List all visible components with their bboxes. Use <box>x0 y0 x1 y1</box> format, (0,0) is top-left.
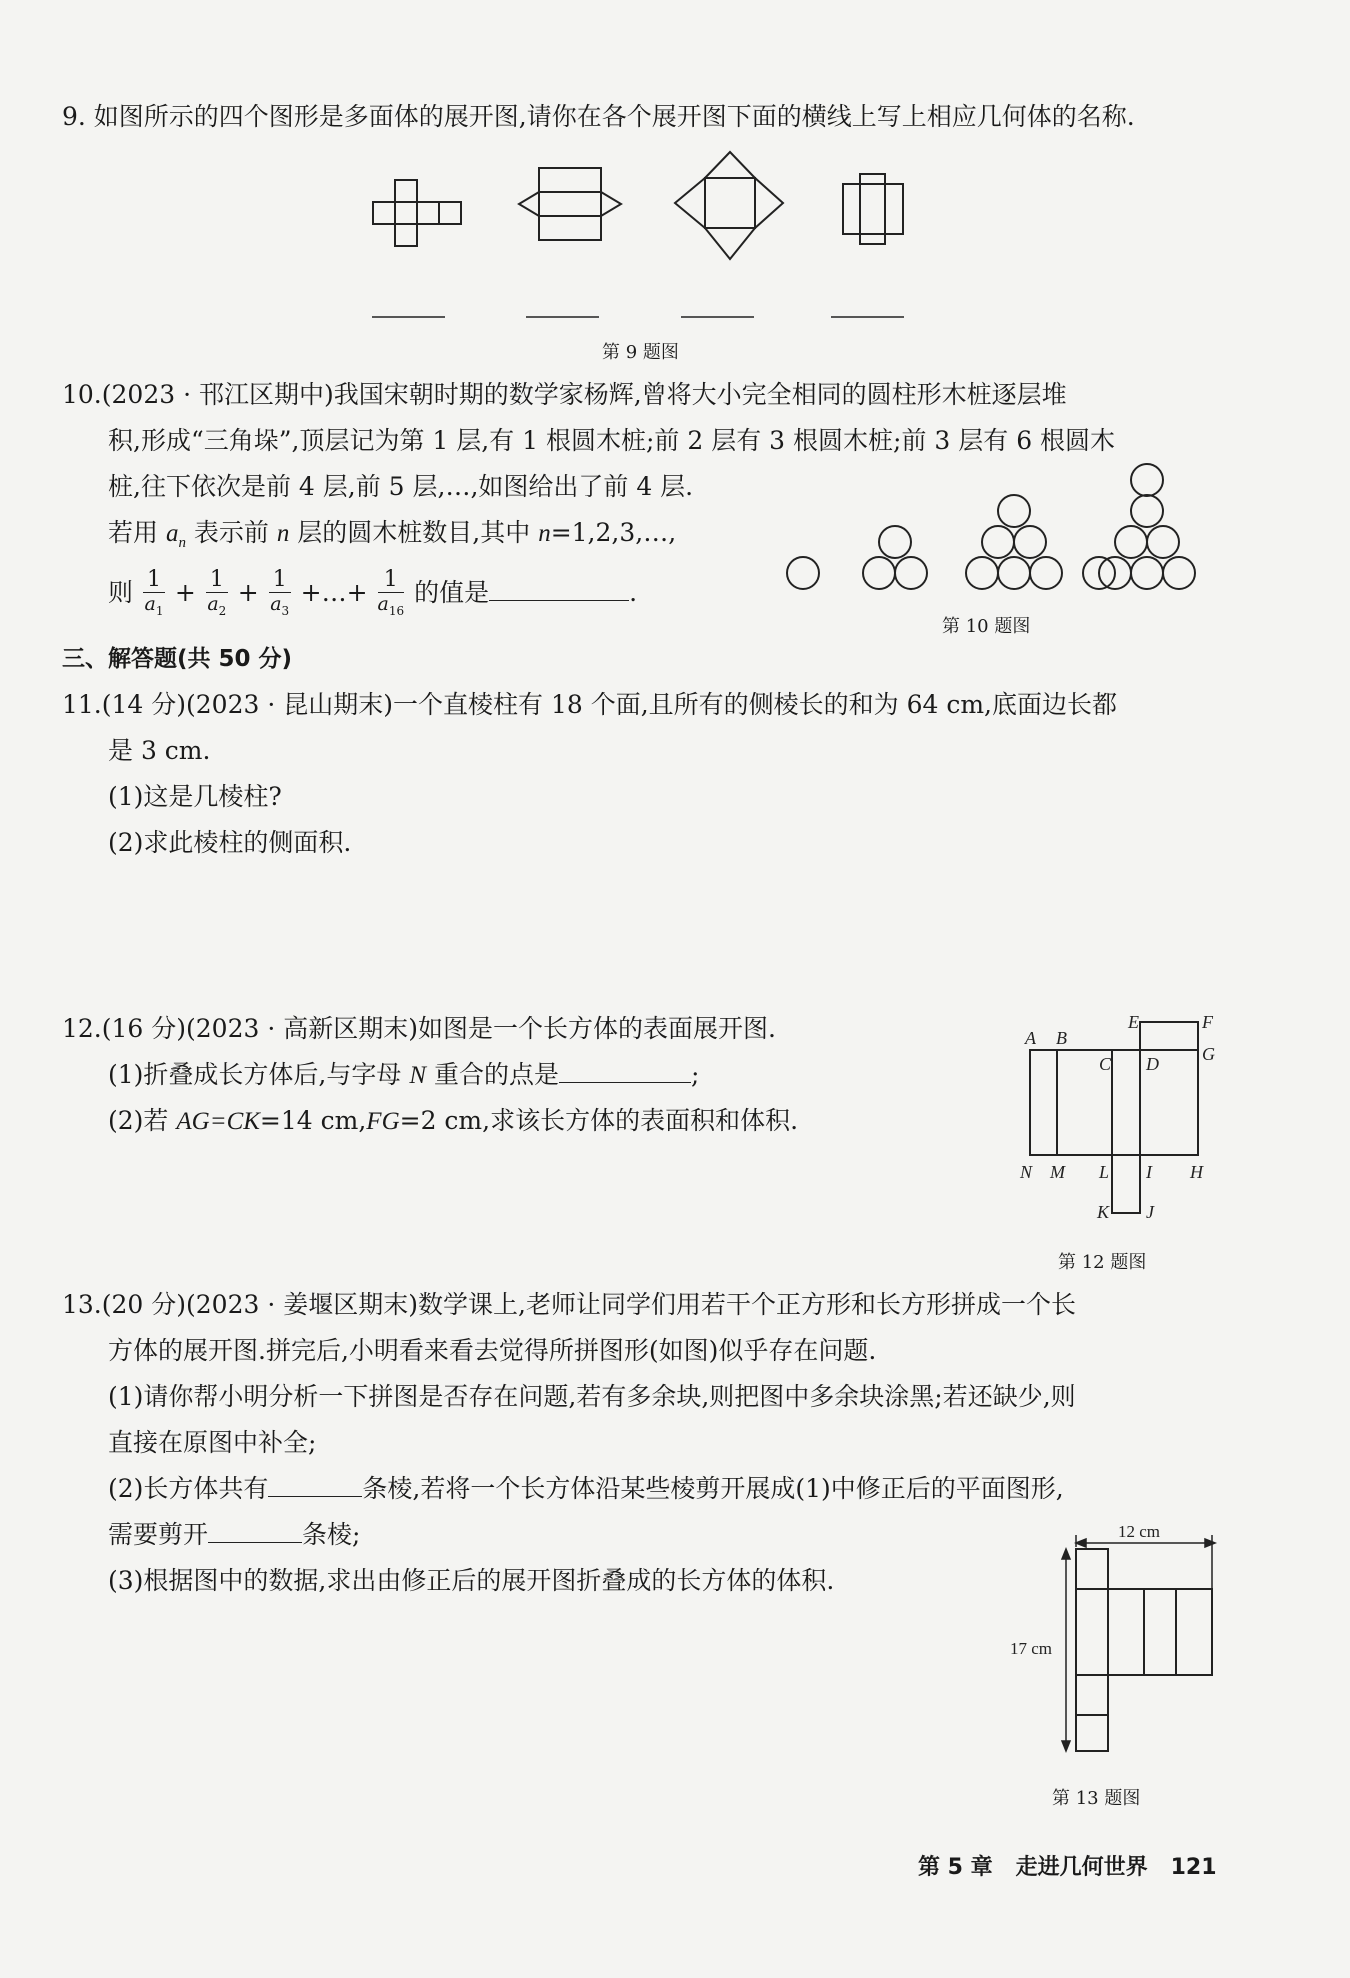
fraction-a3: $\frac{1}{a_3}$ <box>270 566 290 618</box>
svg-text:A: A <box>1025 1028 1036 1048</box>
svg-text:J: J <box>1146 1202 1154 1222</box>
svg-text:F: F <box>1202 1012 1213 1032</box>
q10-line3: 桩,往下依次是前 4 层,前 5 层,…,如图给出了前 4 层. <box>108 472 694 501</box>
svg-text:C: C <box>1099 1054 1112 1074</box>
q10-line2: 积,形成“三角垛”,顶层记为第 1 层,有 1 根圆木桩;前 2 层有 3 根圆木桩;前 3 层有 6 根圆木 <box>108 426 1116 455</box>
q13-sub1b: 直接在原图中补全; <box>108 1428 317 1457</box>
q12-sub2: (2)若 AG=CK=14 cm,FG=2 cm,求该长方体的表面积和体积. <box>108 1106 799 1135</box>
q13-sub1a: (1)请你帮小明分析一下拼图是否存在问题,若有多余块,则把图中多余块涂黑;若还缺少,则 <box>108 1382 1076 1411</box>
svg-text:I: I <box>1146 1162 1152 1182</box>
page-footer <box>918 1850 1217 1881</box>
svg-text:L: L <box>1099 1162 1110 1182</box>
q12-line1: 12.(16 分)(2023 · 高新区期末)如图是一个长方体的表面展开图. <box>62 1014 776 1043</box>
fraction-a2: $\frac{1}{a_2}$ <box>207 566 227 618</box>
svg-text:N: N <box>1020 1162 1033 1182</box>
q11-line2: 是 3 cm. <box>108 736 211 765</box>
svg-text:17 cm: 17 cm <box>1010 1639 1053 1658</box>
fraction-a16: $\frac{1}{a_{16}}$ <box>377 566 405 618</box>
section3-title: 三、解答题(共 50 分) <box>62 646 293 672</box>
q13-line2: 方体的展开图.拼完后,小明看来看去觉得所拼图形(如图)似乎存在问题. <box>108 1336 877 1365</box>
q9-caption: 第 9 题图 <box>602 342 679 363</box>
chapter-title: 走进几何世界 <box>1015 1855 1148 1880</box>
svg-text:B: B <box>1056 1028 1067 1048</box>
q11-sub2: (2)求此棱柱的侧面积. <box>108 828 352 857</box>
svg-text:D: D <box>1146 1054 1159 1074</box>
svg-text:M: M <box>1050 1162 1065 1182</box>
svg-text:K: K <box>1097 1202 1110 1222</box>
q12-sub1: (1)折叠成长方体后,与字母 N 重合的点是 ; <box>108 1060 700 1089</box>
q12-caption: 第 12 题图 <box>1058 1252 1147 1273</box>
chapter-label: 第 5 章 <box>918 1855 993 1880</box>
page-number: 121 <box>1170 1855 1217 1880</box>
q13-caption: 第 13 题图 <box>1052 1788 1141 1809</box>
q13-sub2: (2)长方体共有 条棱,若将一个长方体沿某些棱剪开展成(1)中修正后的平面图形, <box>108 1474 1064 1503</box>
svg-text:G: G <box>1202 1044 1215 1064</box>
q10-line1: 10.(2023 · 邗江区期中)我国宋朝时期的数学家杨辉,曾将大小完全相同的圆柱形木桩逐层堆 <box>62 380 1067 409</box>
q9-text: 9. 如图所示的四个图形是多面体的展开图,请你在各个展开图下面的横线上写上相应几何体的名称. <box>62 102 1135 131</box>
q13-line1: 13.(20 分)(2023 · 姜堰区期末)数学课上,老师让同学们用若干个正方形和长方形拼成一个长 <box>62 1290 1076 1319</box>
q10-line4: 若用 $a_n$ 表示前 n 层的圆木桩数目,其中 n=1,2,3,…, <box>108 518 677 551</box>
q10-line5: 则 $\frac{1}{a_1}$ + $\frac{1}{a_2}$ + $\frac{1}{a_3}$ +…+ $\frac{1}{a_{16}}$ 的值是 . <box>108 566 637 621</box>
svg-text:H: H <box>1190 1162 1203 1182</box>
svg-text:E: E <box>1128 1012 1139 1032</box>
q11-sub1: (1)这是几棱柱? <box>108 782 282 811</box>
fraction-a1: $\frac{1}{a_1}$ <box>144 566 164 618</box>
q10-caption: 第 10 题图 <box>942 616 1031 637</box>
q11-line1: 11.(14 分)(2023 · 昆山期末)一个直棱柱有 18 个面,且所有的侧棱长的和为 64 cm,底面边长都 <box>62 690 1118 719</box>
q13-sub2-cont: 需要剪开 条棱; <box>108 1520 361 1549</box>
svg-text:12 cm: 12 cm <box>1118 1522 1161 1541</box>
q13-sub3: (3)根据图中的数据,求出由修正后的展开图折叠成的长方体的体积. <box>108 1566 835 1595</box>
